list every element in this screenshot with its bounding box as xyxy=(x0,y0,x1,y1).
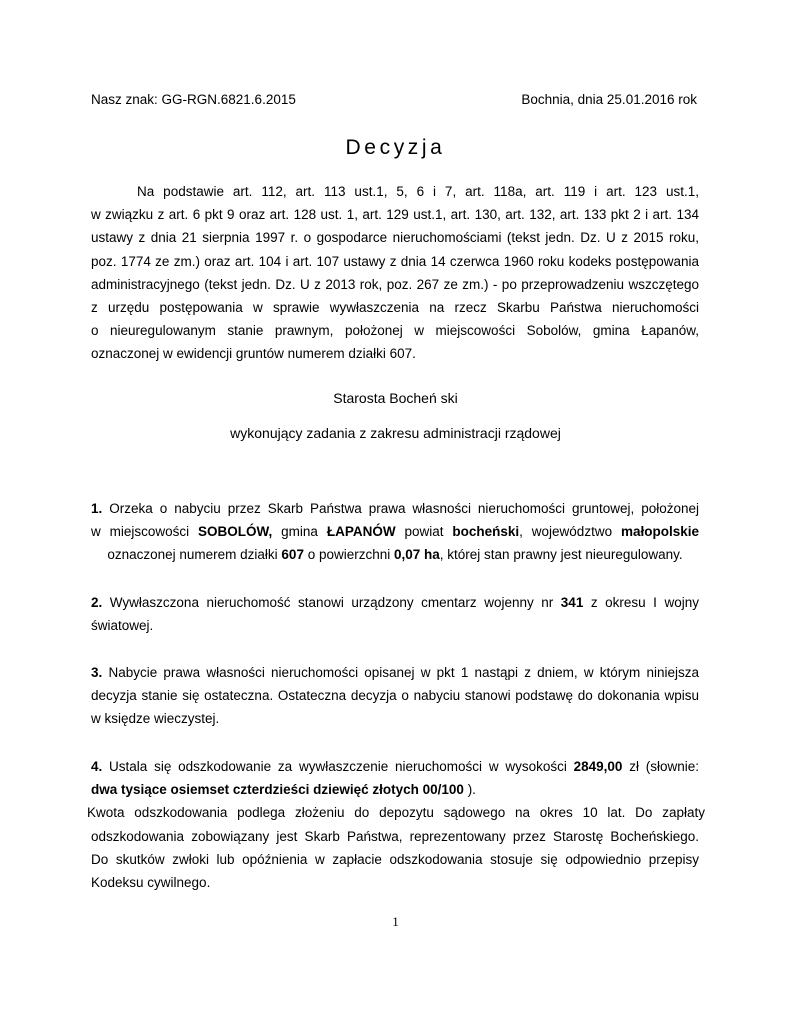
point-1 xyxy=(91,497,699,567)
point-4 xyxy=(87,755,705,894)
point-2 xyxy=(91,591,699,637)
point-3 xyxy=(91,661,699,731)
text-line: w miejscowości SOBOLÓW, gmina ŁAPANÓW powiat bocheński, województwo małopolskie xyxy=(91,524,699,540)
text-line: dwa tysiące osiemset czterdzieści dziewięć złotych 00/100 ). xyxy=(91,782,476,798)
text-line: 3. Nabycie prawa własności nieruchomości opisanej w pkt 1 nastąpi z dniem, w którym niniejsza xyxy=(91,665,699,680)
text-line: poz. 1774 ze zm.) oraz art. 104 i art. 107 ustawy z dnia 14 czerwca 1960 roku kodeks postępowania xyxy=(91,253,699,269)
text-line: odszkodowania zobowiązany jest Skarb Państwa, reprezentowany przez Starostę Bocheńskiego. xyxy=(91,828,699,844)
place-date: Bochnia, dnia 25.01.2016 rok xyxy=(521,92,697,107)
authority-role: wykonujący zadania z zakresu administracji rządowej xyxy=(230,425,561,441)
text-line: oznaczonej numerem działki 607 o powierzchni 0,07 ha, której stan prawny jest nieuregulowany. xyxy=(107,547,683,563)
text-line: oznaczonej w ewidencji gruntów numerem działki 607. xyxy=(91,346,416,362)
text-line: decyzja stanie się ostateczna. Ostateczna decyzja o nabyciu stanowi podstawę do dokonania wpisu xyxy=(91,688,699,704)
text-line: administracyjnego (tekst jedn. Dz. U z 2013 rok, poz. 267 ze zm.) - po przeprowadzeniu wszczętego xyxy=(91,276,699,292)
text-line: z urzędu postępowania w sprawie wywłaszczenia na rzecz Skarbu Państwa nieruchomości xyxy=(91,300,699,316)
text-line: Do skutków zwłoki lub opóźnienia w zapłacie odszkodowania stosuje się odpowiednio przepisy xyxy=(91,851,699,867)
text-line: światowej. xyxy=(91,618,154,634)
text-line: ustawy z dnia 21 sierpnia 1997 r. o gospodarce nieruchomościami (tekst jedn. Dz. U z 2015 roku, xyxy=(91,230,699,246)
text-line: w związku z art. 6 pkt 9 oraz art. 128 ust. 1, art. 129 ust.1, art. 130, art. 132, art. 133 pkt 2 i art. 134 xyxy=(91,207,699,223)
page-number: 1 xyxy=(392,914,399,929)
text-line: Kwota odszkodowania podlega złożeniu do depozytu sądowego na okres 10 lat. Do zapłaty xyxy=(87,805,705,821)
text-line: 2. Wywłaszczona nieruchomość stanowi urządzony cmentarz wojenny nr 341 z okresu I wojny xyxy=(91,595,699,610)
document-title: Decyzja xyxy=(345,136,446,159)
authority-name: Starosta Bocheń ski xyxy=(333,390,458,406)
legal-basis-paragraph xyxy=(91,180,699,366)
text-line: 1. Orzeka o nabyciu przez Skarb Państwa prawa własności nieruchomości gruntowej, położonej xyxy=(91,501,699,516)
reference-number: Nasz znak: GG-RGN.6821.6.2015 xyxy=(91,92,296,107)
text-line: Kodeksu cywilnego. xyxy=(91,875,211,891)
text-line: 4. Ustala się odszkodowanie za wywłaszczenie nieruchomości w wysokości 2849,00 zł (słownie: xyxy=(91,759,699,774)
text-line: o nieuregulowanym stanie prawnym, położonej w miejscowości Sobolów, gmina Łapanów, xyxy=(91,323,699,339)
text-line: w księdze wieczystej. xyxy=(91,711,220,727)
text-line: Na podstawie art. 112, art. 113 ust.1, 5, 6 i 7, art. 118a, art. 119 i art. 123 ust.1, xyxy=(137,184,699,199)
